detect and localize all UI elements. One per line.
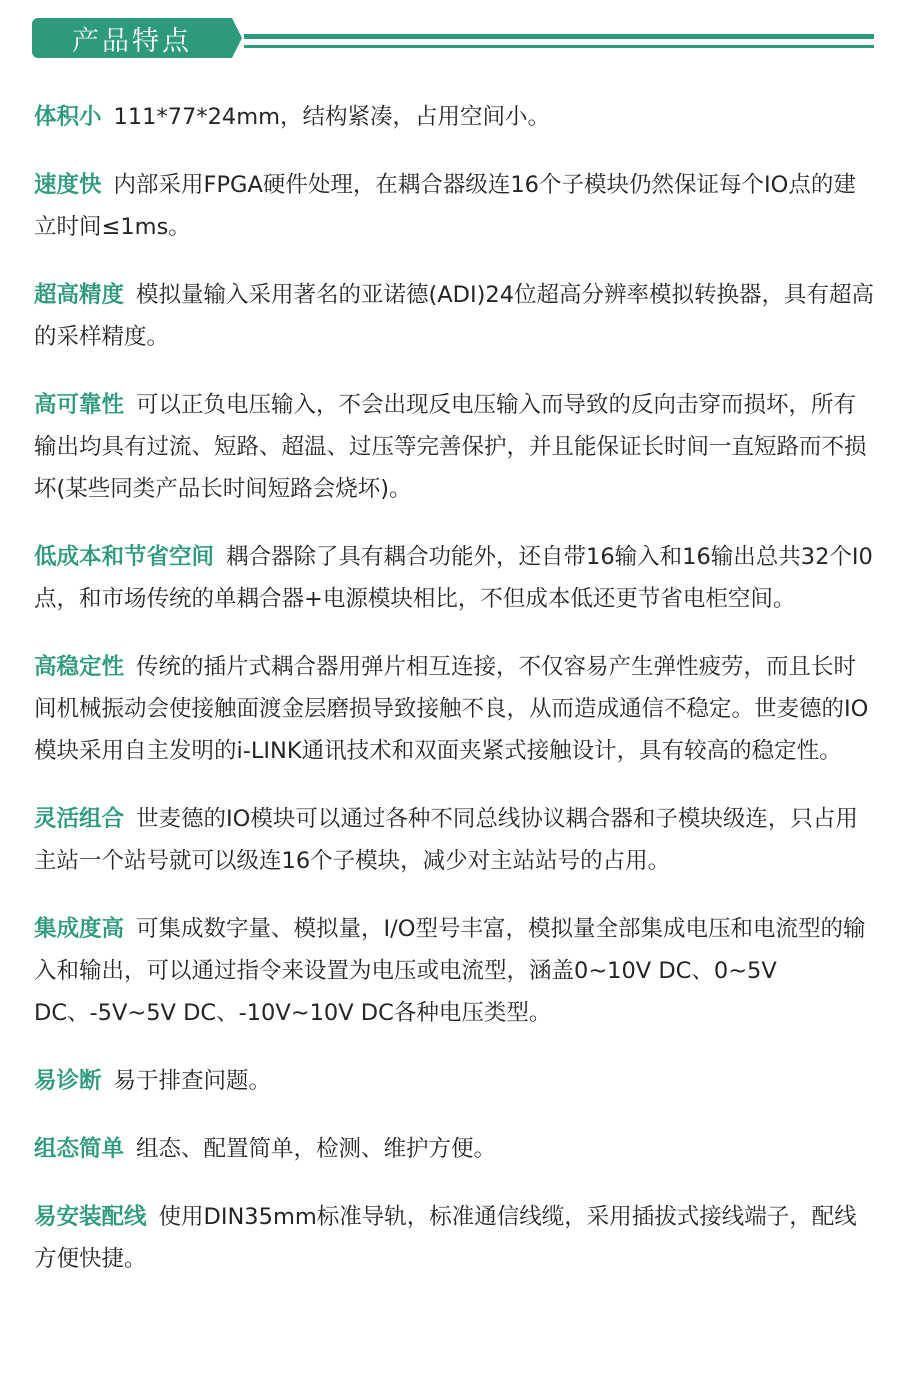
- feature-item: [34, 1196, 876, 1280]
- feature-text: 模拟量输入采用著名的亚诺德(ADI)24位超高分辨率模拟转换器，具有超高的采样精度。: [34, 282, 875, 350]
- feature-term: 高可靠性: [34, 392, 125, 418]
- feature-text: 耦合器除了具有耦合功能外，还自带16输入和16输出总共32个I0点，和市场传统的单耦合器+电源模块相比，不但成本低还更节省电柜空间。: [34, 544, 873, 612]
- feature-item: [34, 274, 876, 358]
- section-header: [0, 14, 910, 64]
- feature-text: 可集成数字量、模拟量，I/O型号丰富，模拟量全部集成电压和电流型的输入和输出，可以通过指令来设置为电压或电流型，涵盖0~10V DC、0~5V DC、-5V~5V DC、-10V~10V DC各种电压类型。: [34, 916, 866, 1026]
- feature-term: 体积小: [34, 104, 102, 130]
- feature-item: [34, 646, 876, 772]
- feature-text: 使用DIN35mm标准导轨，标准通信线缆，采用插拔式接线端子，配线方便快捷。: [34, 1204, 857, 1272]
- feature-text: 世麦德的IO模块可以通过各种不同总线协议耦合器和子模块级连，只占用主站一个站号就可以级连16个子模块，减少对主站站号的占用。: [34, 806, 858, 874]
- feature-term: 组态简单: [34, 1136, 125, 1162]
- feature-item: [34, 1128, 876, 1170]
- feature-term: 易诊断: [34, 1068, 102, 1094]
- title-banner-arrow: [232, 18, 242, 58]
- feature-term: 低成本和节省空间: [34, 544, 215, 570]
- feature-item: [34, 908, 876, 1034]
- feature-text: 内部采用FPGA硬件处理，在耦合器级连16个子模块仍然保证每个IO点的建立时间≤1ms。: [34, 172, 856, 240]
- feature-item: [34, 536, 876, 620]
- section-title: 产品特点: [72, 25, 192, 57]
- feature-text: 传统的插片式耦合器用弹片相互连接，不仅容易产生弹性疲劳，而且长时间机械振动会使接触面渡金层磨损导致接触不良，从而造成通信不稳定。世麦德的IO模块采用自主发明的i-LINK通讯技术和双面夹紧式接触设计，具有较高的稳定性。: [34, 654, 869, 764]
- feature-text: 111*77*24mm，结构紧凑，占用空间小。: [113, 104, 551, 130]
- feature-term: 集成度高: [34, 916, 125, 942]
- header-rule-thick: [244, 34, 874, 39]
- feature-text: 可以正负电压输入，不会出现反电压输入而导致的反向击穿而损坏，所有输出均具有过流、短路、超温、过压等完善保护，并且能保证长时间一直短路而不损坏(某些同类产品长时间短路会烧坏)。: [34, 392, 867, 502]
- feature-item: [34, 384, 876, 510]
- feature-item: [34, 96, 876, 138]
- feature-term: 高稳定性: [34, 654, 125, 680]
- feature-term: 超高精度: [34, 282, 125, 308]
- feature-text: 组态、配置简单，检测、维护方便。: [136, 1136, 497, 1162]
- feature-item: [34, 164, 876, 248]
- feature-term: 速度快: [34, 172, 102, 198]
- feature-item: [34, 798, 876, 882]
- feature-text: 易于排查问题。: [113, 1068, 272, 1094]
- feature-term: 灵活组合: [34, 806, 125, 832]
- title-banner: [32, 18, 232, 58]
- feature-item: [34, 1060, 876, 1102]
- header-rule-thin: [244, 45, 874, 48]
- feature-list: [34, 96, 876, 1306]
- feature-term: 易安装配线: [34, 1204, 147, 1230]
